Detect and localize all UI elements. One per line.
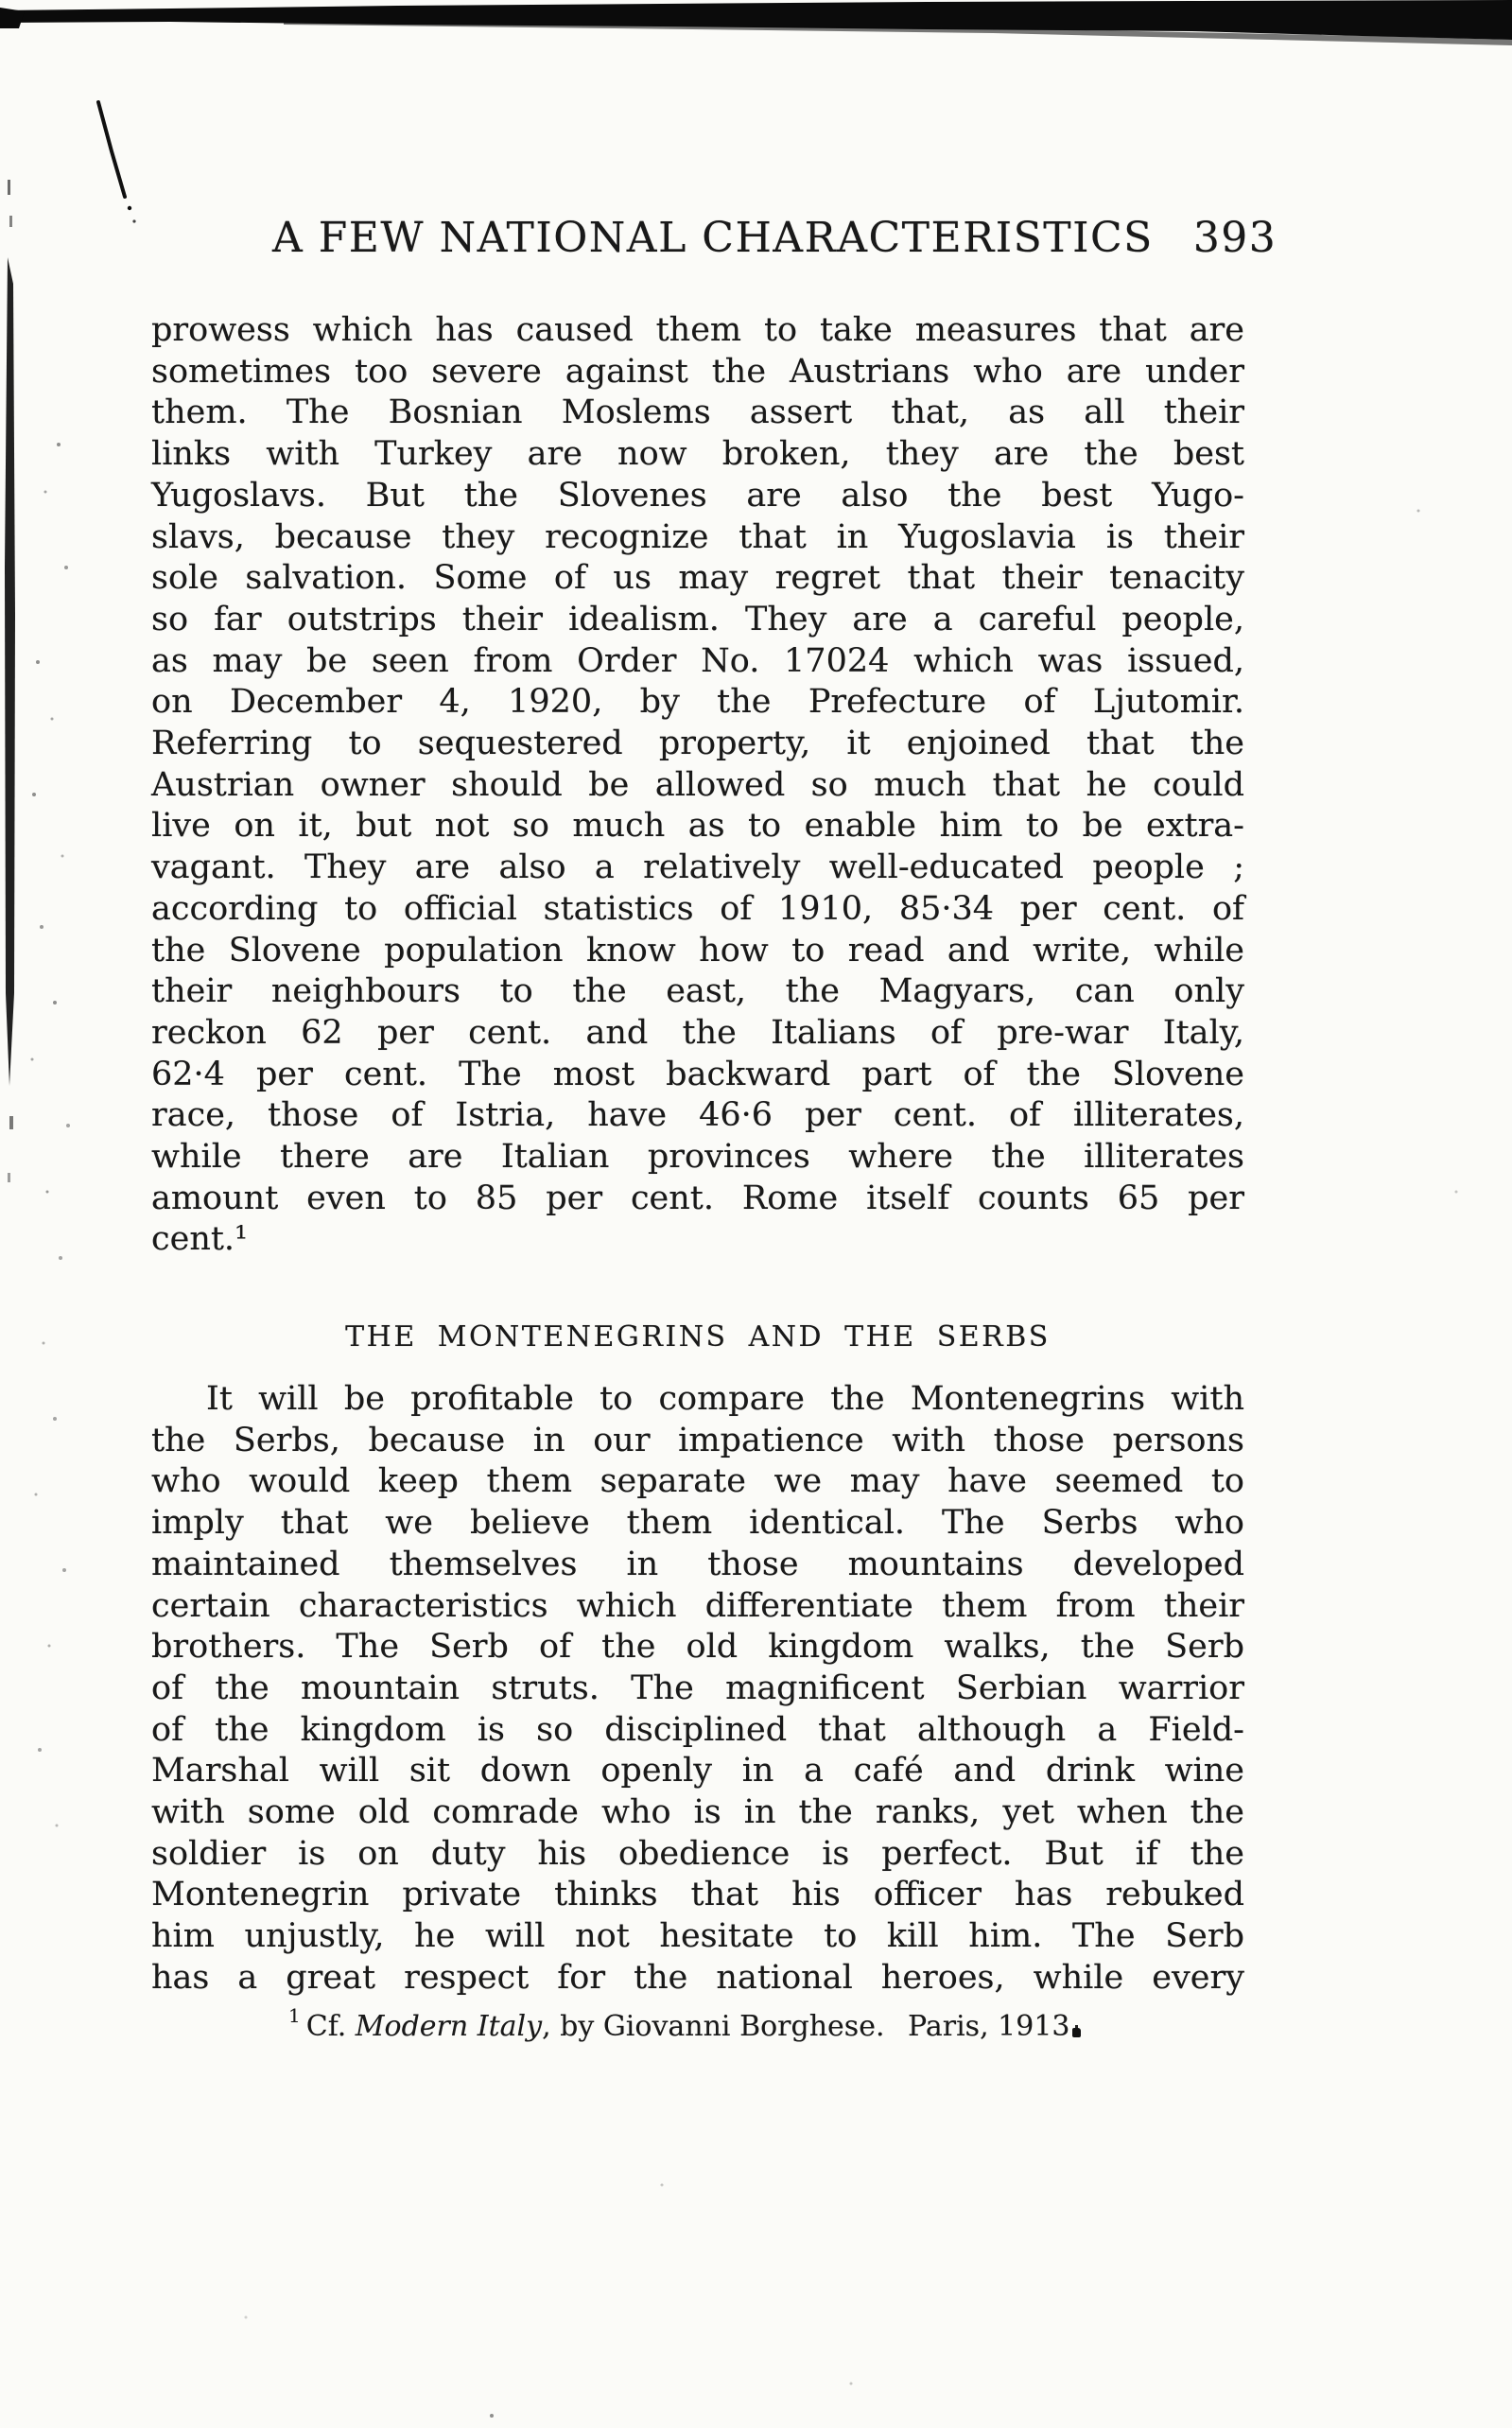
text-line: who would keep them separate we may have seemed to: [151, 1462, 1244, 1501]
text-line: the Slovene population know how to read and write, while: [151, 931, 1244, 969]
text-line: It will be profitable to compare the Montenegrins with: [206, 1380, 1244, 1418]
running-head: [151, 214, 1277, 262]
text-line: live on it, but not so much as to enable him to be extra-: [151, 807, 1244, 846]
ink-blot: [1072, 2028, 1081, 2037]
text-line: reckon 62 per cent. and the Italians of pre-war Italy,: [151, 1013, 1244, 1052]
text-line: them. The Bosnian Moslems assert that, as all their: [151, 393, 1244, 432]
text-line: soldier is on duty his obedience is perfect. But if the: [151, 1834, 1244, 1873]
text-line: while there are Italian provinces where the illiterates: [151, 1138, 1244, 1177]
text-line: Austrian owner should be allowed so much that he could: [151, 765, 1244, 804]
footnote-marker: 1: [288, 2004, 301, 2027]
text-line: according to official statistics of 1910, 85·34 per cent. of: [151, 889, 1244, 928]
page-title: A FEW NATIONAL CHARACTERISTICS: [272, 214, 1154, 262]
text-line: links with Turkey are now broken, they are the best: [151, 435, 1244, 474]
text-line: amount even to 85 per cent. Rome itself counts 65 per: [151, 1179, 1244, 1217]
text-line: prowess which has caused them to take measures that are: [151, 311, 1244, 349]
text-line: Yugoslavs. But the Slovenes are also the best Yugo-: [151, 476, 1244, 515]
section-heading: THE MONTENEGRINS AND THE SERBS: [345, 1320, 1051, 1354]
scan-artifact-left-edge-line: [5, 257, 15, 1086]
text-line: the Serbs, because in our impatience with those persons: [151, 1421, 1244, 1459]
text-line: imply that we believe them identical. The Serbs who: [151, 1504, 1244, 1543]
footnote-book-title: Modern Italy: [355, 2010, 543, 2043]
text-line: brothers. The Serb of the old kingdom walks, the Serb: [151, 1628, 1244, 1667]
scan-artifact-scratch: [98, 102, 125, 197]
text-line: maintained themselves in those mountains developed: [151, 1545, 1244, 1583]
text-line: sole salvation. Some of us may regret that their tenacity: [151, 559, 1244, 598]
text-line: as may be seen from Order No. 17024 which was issued,: [151, 641, 1244, 680]
text-line: 62·4 per cent. The most backward part of the Slovene: [151, 1055, 1244, 1093]
text-line: race, those of Istria, have 46·6 per cent. of illiterates,: [151, 1096, 1244, 1135]
text-line: Referring to sequestered property, it enjoined that the: [151, 725, 1244, 763]
text-line: of the mountain struts. The magnificent Serbian warrior: [151, 1668, 1244, 1707]
footnote: [151, 2004, 1244, 2045]
text-line: him unjustly, he will not hesitate to kill him. The Serb: [151, 1917, 1244, 1956]
footnote-prefix: Cf.: [305, 2010, 356, 2043]
text-line: of the kingdom is so disciplined that although a Field-: [151, 1710, 1244, 1749]
text-line: their neighbours to the east, the Magyars, can only: [151, 972, 1244, 1011]
text-line: sometimes too severe against the Austrians who are under: [151, 352, 1244, 391]
scan-artifact-top-band-fuzz: [284, 22, 1512, 45]
text-line: vagant. They are also a relatively well-educated people ;: [151, 848, 1244, 887]
text-line: Marshal will sit down openly in a café and drink wine: [151, 1752, 1244, 1790]
scan-artifact-top-left-hook: [0, 8, 25, 28]
text-line: certain characteristics which differentiate them from their: [151, 1586, 1244, 1625]
body-paragraph-2: [151, 1379, 1244, 2000]
text-line: on December 4, 1920, by the Prefecture of Ljutomir.: [151, 683, 1244, 722]
text-line: with some old comrade who is in the ranks, yet when the: [151, 1793, 1244, 1832]
footnote-suffix: , by Giovanni Borghese. Paris, 1913: [542, 2010, 1070, 2043]
page-number: 393: [1192, 214, 1277, 262]
text-line: so far outstrips their idealism. They are a careful people,: [151, 600, 1244, 638]
text-line: Montenegrin private thinks that his officer has rebuked: [151, 1876, 1244, 1914]
scan-artifact-top-band: [0, 0, 1512, 40]
text-line: has a great respect for the national heroes, while every: [151, 1958, 1244, 1997]
text-line: cent.¹: [151, 1220, 249, 1259]
text-line: slavs, because they recognize that in Yugoslavia is their: [151, 517, 1244, 556]
body-paragraph-1: [151, 310, 1244, 1261]
